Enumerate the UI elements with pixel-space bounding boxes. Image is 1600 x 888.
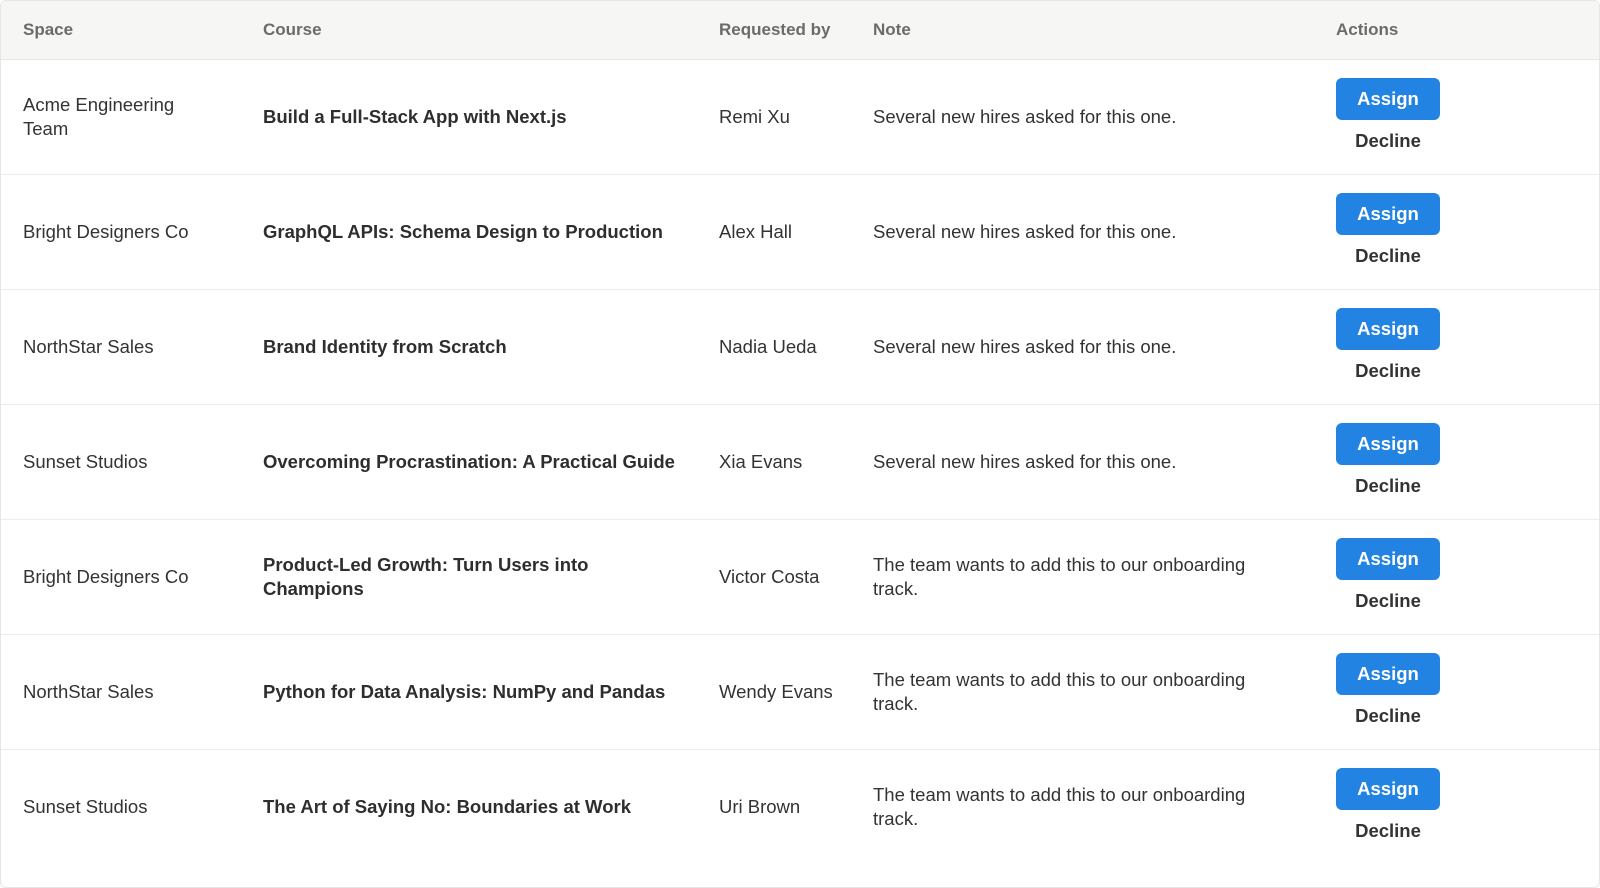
note-cell: Several new hires asked for this one. [851,404,1314,519]
space-cell: Acme Engineering Team [23,93,175,139]
actions-cell [1314,634,1599,749]
table-row [1,59,1599,174]
assign-button[interactable]: Assign [1336,193,1440,235]
course-title-cell: Build a Full-Stack App with Next.js [263,105,567,127]
assign-button[interactable]: Assign [1336,538,1440,580]
space-cell: Bright Designers Co [1,174,241,289]
header-row [1,1,1599,59]
space-cell: Sunset Studios [1,404,241,519]
note-cell: Several new hires asked for this one. [851,289,1314,404]
actions-group [1336,423,1440,501]
space-cell: NorthStar Sales [1,289,241,404]
decline-button[interactable]: Decline [1349,816,1427,846]
note-cell: The team wants to add this to our onboarding track. [851,634,1314,749]
table-row [1,174,1599,289]
actions-group [1336,308,1440,386]
course-title-cell: Overcoming Procrastination: A Practical Guide [241,404,697,519]
actions-cell [1314,404,1599,519]
table-body [1,59,1599,864]
actions-cell [1314,749,1599,864]
note-cell: The team wants to add this to our onboarding track. [851,519,1314,634]
actions-group [1336,193,1440,271]
column-header-note: Note [851,1,1314,59]
table-row [1,289,1599,404]
assign-button[interactable]: Assign [1336,423,1440,465]
column-header-course: Course [241,1,697,59]
course-title-cell: The Art of Saying No: Boundaries at Work [241,749,697,864]
decline-button[interactable]: Decline [1349,701,1427,731]
assign-button[interactable]: Assign [1336,78,1440,120]
note-cell: Several new hires asked for this one. [873,105,1177,127]
actions-cell [1314,289,1599,404]
table-header [1,1,1599,59]
table-row [1,749,1599,864]
assign-button[interactable]: Assign [1336,653,1440,695]
actions-cell [1314,59,1599,174]
decline-button[interactable]: Decline [1349,126,1427,156]
decline-button[interactable]: Decline [1349,586,1427,616]
course-title-cell: Python for Data Analysis: NumPy and Pandas [241,634,697,749]
actions-group [1336,538,1440,616]
table-row [1,404,1599,519]
table-row [1,634,1599,749]
actions-group [1336,653,1440,731]
actions-cell [1314,174,1599,289]
note-cell: Several new hires asked for this one. [851,174,1314,289]
actions-group [1336,768,1440,846]
column-header-space: Space [1,1,241,59]
actions-cell [1314,519,1599,634]
column-header-requested-by: Requested by [697,1,851,59]
requested-by-cell: Uri Brown [697,749,851,864]
decline-button[interactable]: Decline [1349,356,1427,386]
column-header-actions: Actions [1314,1,1599,59]
requests-table [1,1,1599,864]
assign-button[interactable]: Assign [1336,308,1440,350]
space-cell: Bright Designers Co [1,519,241,634]
requested-by-cell: Xia Evans [697,404,851,519]
space-cell: NorthStar Sales [1,634,241,749]
requested-by-cell: Alex Hall [697,174,851,289]
actions-group [1336,78,1440,156]
requested-by-cell: Victor Costa [697,519,851,634]
requested-by-cell: Nadia Ueda [697,289,851,404]
course-title-cell: Product-Led Growth: Turn Users into Champions [241,519,697,634]
space-cell: Sunset Studios [1,749,241,864]
note-cell: The team wants to add this to our onboarding track. [851,749,1314,864]
decline-button[interactable]: Decline [1349,471,1427,501]
requested-by-cell: Wendy Evans [697,634,851,749]
assign-button[interactable]: Assign [1336,768,1440,810]
course-title-cell: GraphQL APIs: Schema Design to Production [241,174,697,289]
course-title-cell: Brand Identity from Scratch [241,289,697,404]
decline-button[interactable]: Decline [1349,241,1427,271]
table-row [1,519,1599,634]
requested-by-cell: Remi Xu [719,105,790,127]
